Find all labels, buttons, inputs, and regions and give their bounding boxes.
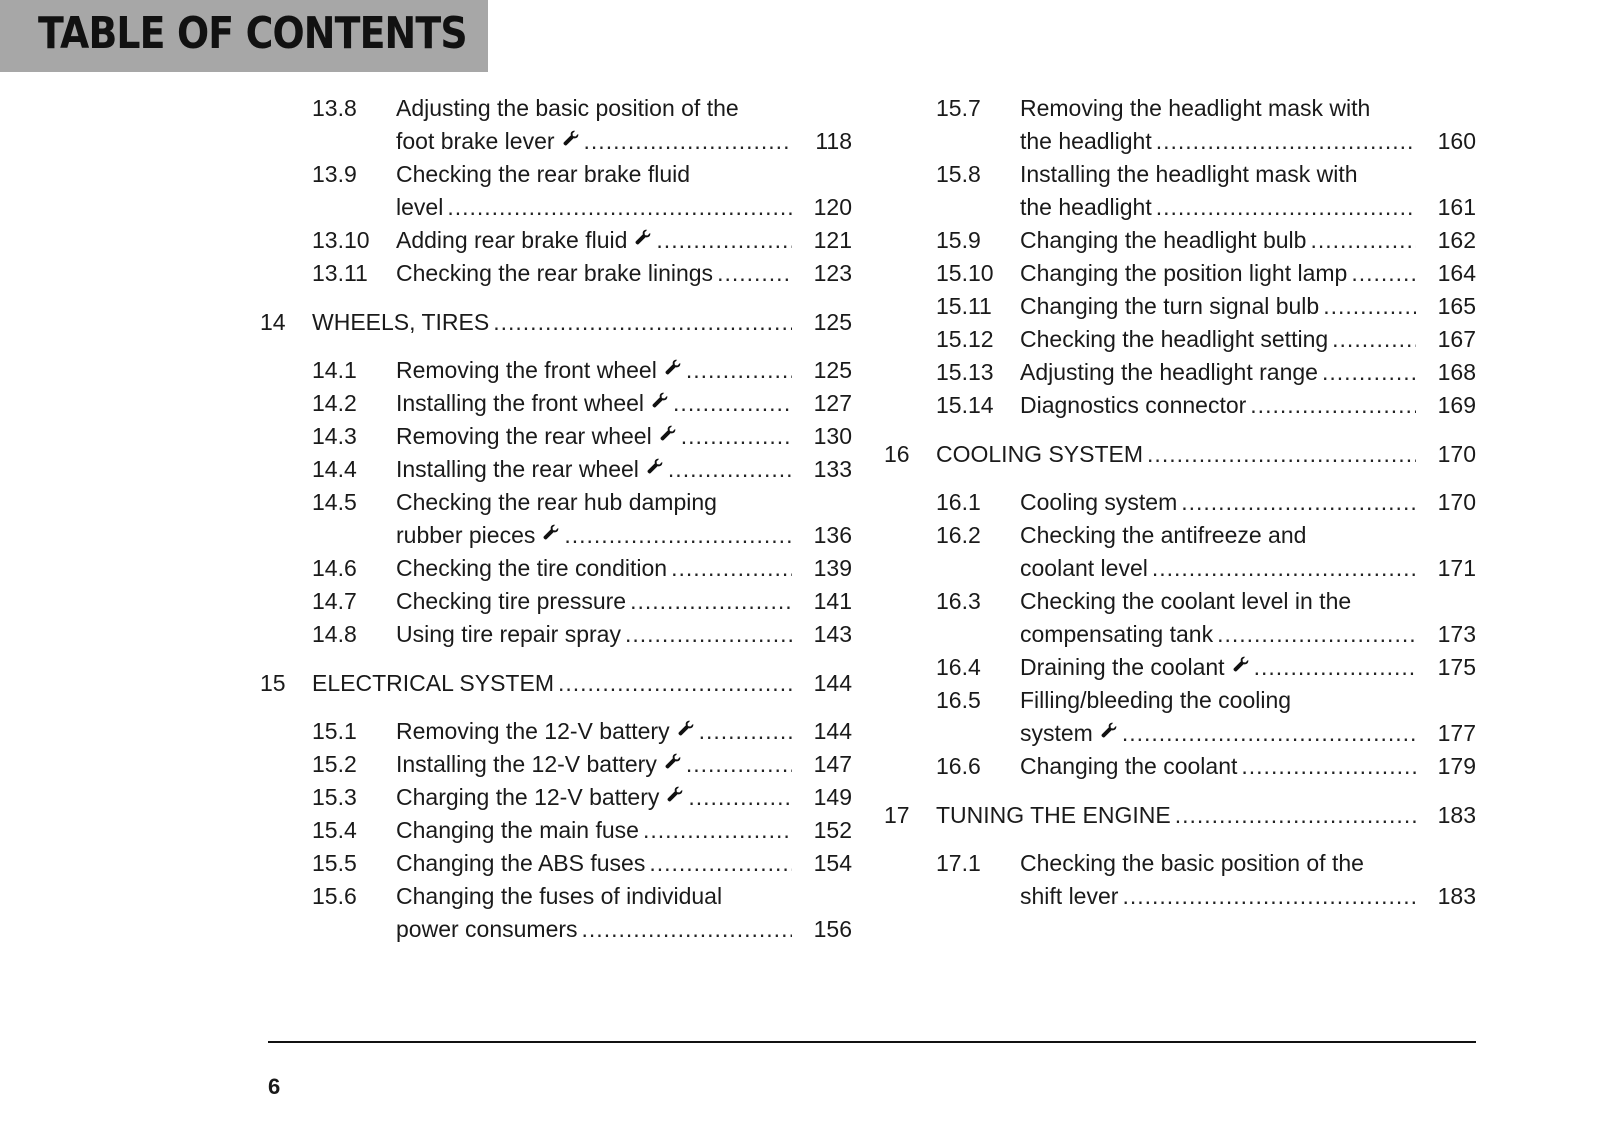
entry-body xyxy=(396,552,852,585)
toc-entry-14-5[interactable] xyxy=(260,486,852,552)
entry-title-text: system xyxy=(1020,720,1093,746)
page-ref: 127 xyxy=(813,390,852,416)
entry-title-text: Installing the front wheel xyxy=(396,390,645,416)
entry-line xyxy=(396,913,852,946)
entry-title-text: level xyxy=(396,194,444,220)
chapter-number: 15 xyxy=(260,670,286,696)
entry-line xyxy=(396,847,852,880)
entry-number: 14.7 xyxy=(312,588,357,614)
entry-body xyxy=(396,748,852,781)
entry-body xyxy=(396,880,852,946)
dot-leader xyxy=(1323,290,1416,323)
entry-line xyxy=(1020,356,1476,389)
entry-title-text: Diagnostics connector xyxy=(1020,392,1247,418)
page-ref: 143 xyxy=(813,621,852,647)
entry-number: 13.10 xyxy=(312,227,370,253)
toc-chapter-15[interactable] xyxy=(260,667,852,699)
dot-leader xyxy=(1122,717,1416,750)
toc-chapter-17[interactable] xyxy=(884,799,1476,831)
page-ref: 173 xyxy=(1437,621,1476,647)
page-ref: 160 xyxy=(1437,128,1476,154)
entry-body xyxy=(1020,356,1476,389)
dot-leader xyxy=(686,354,792,387)
entry-body xyxy=(1020,158,1476,224)
dot-leader xyxy=(447,191,792,224)
entry-body xyxy=(396,715,852,748)
entry-number: 15.10 xyxy=(936,260,994,286)
entry-line xyxy=(396,781,852,814)
toc-entry-15-10[interactable] xyxy=(884,257,1476,290)
entry-line xyxy=(396,387,852,420)
entry-body xyxy=(396,585,852,618)
entry-body xyxy=(1020,847,1476,913)
dot-leader xyxy=(1351,257,1416,290)
entry-number: 14.6 xyxy=(312,555,357,581)
dot-leader xyxy=(1332,323,1416,356)
page-number: 6 xyxy=(268,1074,281,1099)
dot-leader xyxy=(656,224,792,257)
entry-line xyxy=(396,748,852,781)
dot-leader xyxy=(1122,880,1416,913)
page-ref: 177 xyxy=(1437,720,1476,746)
chapter-title: COOLING SYSTEM xyxy=(936,441,1144,467)
entry-title-text: Checking the coolant level in the xyxy=(1020,588,1352,614)
wrench-icon xyxy=(664,354,682,376)
entry-body xyxy=(396,814,852,847)
entry-title-text: the headlight xyxy=(1020,128,1152,154)
entry-body xyxy=(396,92,852,158)
entry-line xyxy=(1020,323,1476,356)
wrench-icon xyxy=(1232,651,1250,673)
dot-leader xyxy=(671,552,792,585)
entry-number: 16.3 xyxy=(936,588,981,614)
entry-body xyxy=(396,158,852,224)
toc-entry-15-1[interactable] xyxy=(260,715,852,748)
chapter-number: 14 xyxy=(260,309,286,335)
entry-title-text: Checking the antifreeze and xyxy=(1020,522,1307,548)
chapter-title-line xyxy=(936,799,1476,831)
entry-line xyxy=(1020,618,1476,651)
entry-number: 15.8 xyxy=(936,161,981,187)
entry-line xyxy=(1020,585,1476,618)
dot-leader xyxy=(643,814,792,847)
page-ref: 125 xyxy=(813,357,852,383)
dot-leader xyxy=(1152,552,1416,585)
toc-entry-15-9[interactable] xyxy=(884,224,1476,257)
toc-entry-14-2[interactable] xyxy=(260,387,852,420)
chapter-title-line xyxy=(936,438,1476,470)
entry-line xyxy=(1020,224,1476,257)
entry-body xyxy=(396,453,852,486)
toc-entry-15-12[interactable] xyxy=(884,323,1476,356)
dot-leader xyxy=(1217,618,1416,651)
entry-number: 15.11 xyxy=(936,293,992,319)
entry-number: 15.3 xyxy=(312,784,357,810)
wrench-icon xyxy=(562,125,580,147)
toc-entry-14-7[interactable] xyxy=(260,585,852,618)
entry-title-text: rubber pieces xyxy=(396,522,536,548)
entry-body xyxy=(1020,651,1476,684)
entry-line xyxy=(396,618,852,651)
entry-number: 13.11 xyxy=(312,260,368,286)
page-ref: 164 xyxy=(1437,260,1476,286)
entry-title-text: Removing the rear wheel xyxy=(396,423,652,449)
toc-entry-15-3[interactable] xyxy=(260,781,852,814)
page-ref: 139 xyxy=(813,555,852,581)
entry-body xyxy=(396,486,852,552)
entry-line xyxy=(396,92,852,125)
toc-entry-16-2[interactable] xyxy=(884,519,1476,585)
entry-title-text: Changing the fuses of individual xyxy=(396,883,723,909)
entry-title-text: Checking the rear brake linings xyxy=(396,260,714,286)
entry-title-text: Installing the rear wheel xyxy=(396,456,639,482)
toc-chapter-16[interactable] xyxy=(884,438,1476,470)
toc-entry-16-3[interactable] xyxy=(884,585,1476,651)
toc-column-left xyxy=(260,92,852,946)
page-ref: 121 xyxy=(813,227,852,253)
wrench-icon xyxy=(651,387,669,409)
wrench-icon xyxy=(634,224,652,246)
entry-number: 17.1 xyxy=(936,850,981,876)
toc-column-right xyxy=(884,92,1476,913)
wrench-icon xyxy=(659,420,677,442)
entry-title-text: Filling/bleeding the cooling xyxy=(1020,687,1292,713)
toc-entry-14-4[interactable] xyxy=(260,453,852,486)
dot-leader xyxy=(1181,486,1416,519)
dot-leader xyxy=(717,257,792,290)
entry-line xyxy=(1020,486,1476,519)
entry-title-text: Changing the main fuse xyxy=(396,817,639,843)
page-ref: 136 xyxy=(813,522,852,548)
entry-number: 15.6 xyxy=(312,883,357,909)
entry-title-text: Checking the headlight setting xyxy=(1020,326,1329,352)
page-ref: 183 xyxy=(1437,883,1476,909)
entry-line xyxy=(1020,651,1476,684)
entry-body xyxy=(396,224,852,257)
toc-entry-13-10[interactable] xyxy=(260,224,852,257)
dot-leader xyxy=(630,585,792,618)
page-ref: 170 xyxy=(1437,489,1476,515)
entry-body xyxy=(396,354,852,387)
dot-leader xyxy=(649,847,792,880)
entry-line xyxy=(396,814,852,847)
toc-entry-16-6[interactable] xyxy=(884,750,1476,783)
entry-number: 15.4 xyxy=(312,817,357,843)
entry-line xyxy=(1020,125,1476,158)
toc-entry-15-14[interactable] xyxy=(884,389,1476,422)
page-ref: 156 xyxy=(813,916,852,942)
toc-chapter-14[interactable] xyxy=(260,306,852,338)
dot-leader xyxy=(564,519,792,552)
dot-leader xyxy=(1250,389,1416,422)
page-ref: 175 xyxy=(1437,654,1476,680)
entry-line xyxy=(1020,684,1476,717)
entry-line xyxy=(1020,552,1476,585)
page-ref: 169 xyxy=(1437,392,1476,418)
entry-title-text: Changing the position light lamp xyxy=(1020,260,1348,286)
entry-title-text: Checking the tire condition xyxy=(396,555,668,581)
page-ref: 125 xyxy=(813,309,852,335)
entry-number: 15.7 xyxy=(936,95,981,121)
page-ref: 147 xyxy=(813,751,852,777)
entry-number: 15.9 xyxy=(936,227,981,253)
dot-leader xyxy=(673,387,792,420)
page-ref: 162 xyxy=(1437,227,1476,253)
toc-entry-15-11[interactable] xyxy=(884,290,1476,323)
entry-title-text: foot brake lever xyxy=(396,128,555,154)
entry-body xyxy=(396,257,852,290)
dot-leader xyxy=(688,781,792,814)
entry-line xyxy=(396,420,852,453)
dot-leader xyxy=(493,306,792,338)
page-ref: 183 xyxy=(1437,802,1476,828)
chapter-title-line xyxy=(312,667,852,699)
entry-number: 15.2 xyxy=(312,751,357,777)
dot-leader xyxy=(582,913,792,946)
toc-entry-16-1[interactable] xyxy=(884,486,1476,519)
entry-title-text: Changing the coolant xyxy=(1020,753,1238,779)
toc-entry-15-4[interactable] xyxy=(260,814,852,847)
page-ref: 149 xyxy=(813,784,852,810)
dot-leader xyxy=(1322,356,1416,389)
page-ref: 144 xyxy=(813,718,852,744)
toc-entry-16-5[interactable] xyxy=(884,684,1476,750)
entry-title-text: Cooling system xyxy=(1020,489,1178,515)
entry-line xyxy=(396,486,852,519)
page-ref: 179 xyxy=(1437,753,1476,779)
entry-title-text: Using tire repair spray xyxy=(396,621,621,647)
toc-entry-13-11[interactable] xyxy=(260,257,852,290)
toc-entry-15-2[interactable] xyxy=(260,748,852,781)
entry-body xyxy=(1020,257,1476,290)
entry-number: 13.8 xyxy=(312,95,357,121)
entry-number: 14.4 xyxy=(312,456,357,482)
entry-line xyxy=(1020,717,1476,750)
dot-leader xyxy=(584,125,792,158)
entry-number: 16.4 xyxy=(936,654,981,680)
dot-leader xyxy=(1254,651,1416,684)
entry-title-text: Removing the headlight mask with xyxy=(1020,95,1371,121)
page-ref: 152 xyxy=(813,817,852,843)
entry-number: 15.13 xyxy=(936,359,994,385)
toc-entry-14-6[interactable] xyxy=(260,552,852,585)
page-ref: 165 xyxy=(1437,293,1476,319)
page-ref: 130 xyxy=(813,423,852,449)
entry-number: 16.6 xyxy=(936,753,981,779)
entry-number: 15.14 xyxy=(936,392,994,418)
entry-body xyxy=(1020,224,1476,257)
entry-number: 15.1 xyxy=(312,718,357,744)
entry-line xyxy=(396,453,852,486)
entry-number: 16.1 xyxy=(936,489,981,515)
entry-line xyxy=(1020,389,1476,422)
entry-body xyxy=(396,847,852,880)
page-ref: 161 xyxy=(1437,194,1476,220)
wrench-icon xyxy=(666,781,684,803)
entry-line xyxy=(1020,257,1476,290)
entry-number: 14.2 xyxy=(312,390,357,416)
dot-leader xyxy=(1310,224,1416,257)
dot-leader xyxy=(1156,125,1416,158)
page-ref: 120 xyxy=(813,194,852,220)
entry-title-text: coolant level xyxy=(1020,555,1148,581)
entry-title-text: Installing the 12-V battery xyxy=(396,751,657,777)
toc-entry-13-9[interactable] xyxy=(260,158,852,224)
entry-number: 16.5 xyxy=(936,687,981,713)
page-ref: 144 xyxy=(813,670,852,696)
entry-body xyxy=(1020,519,1476,585)
entry-number: 15.5 xyxy=(312,850,357,876)
page-ref: 118 xyxy=(815,128,852,154)
entry-number: 13.9 xyxy=(312,161,357,187)
page-ref: 170 xyxy=(1437,441,1476,467)
dot-leader xyxy=(699,715,792,748)
wrench-icon xyxy=(1100,717,1118,739)
wrench-icon xyxy=(677,715,695,737)
entry-title-text: Adjusting the basic position of the xyxy=(396,95,739,121)
dot-leader xyxy=(1156,191,1416,224)
entry-line xyxy=(396,552,852,585)
toc-entry-15-7[interactable] xyxy=(884,92,1476,158)
entry-line xyxy=(1020,519,1476,552)
chapter-title: WHEELS, TIRES xyxy=(312,309,490,335)
entry-line xyxy=(396,354,852,387)
entry-line xyxy=(396,257,852,290)
dot-leader xyxy=(668,453,792,486)
toc-entry-14-8[interactable] xyxy=(260,618,852,651)
entry-title-text: Changing the ABS fuses xyxy=(396,850,646,876)
chapter-title-line xyxy=(312,306,852,338)
entry-title-text: Adding rear brake fluid xyxy=(396,227,628,253)
entry-number: 14.5 xyxy=(312,489,357,515)
wrench-icon xyxy=(646,453,664,475)
toc-entry-15-13[interactable] xyxy=(884,356,1476,389)
entry-line xyxy=(1020,191,1476,224)
chapter-number: 17 xyxy=(884,802,910,828)
page-ref: 167 xyxy=(1437,326,1476,352)
chapter-number: 16 xyxy=(884,441,910,467)
entry-number: 16.2 xyxy=(936,522,981,548)
dot-leader xyxy=(681,420,792,453)
entry-line xyxy=(396,880,852,913)
entry-title-text: Charging the 12-V battery xyxy=(396,784,660,810)
entry-title-text: Checking the basic position of the xyxy=(1020,850,1364,876)
entry-body xyxy=(1020,486,1476,519)
page-ref: 133 xyxy=(813,456,852,482)
entry-line xyxy=(1020,750,1476,783)
page-title: TABLE OF CONTENTS xyxy=(38,8,467,59)
page-ref: 154 xyxy=(813,850,852,876)
dot-leader xyxy=(1147,438,1416,470)
toc-entry-15-6[interactable] xyxy=(260,880,852,946)
entry-number: 14.8 xyxy=(312,621,357,647)
wrench-icon xyxy=(664,748,682,770)
entry-line xyxy=(1020,847,1476,880)
entry-body xyxy=(1020,585,1476,651)
entry-title-text: Checking tire pressure xyxy=(396,588,627,614)
entry-line xyxy=(1020,92,1476,125)
entry-line xyxy=(1020,880,1476,913)
entry-number: 15.12 xyxy=(936,326,994,352)
entry-number: 14.3 xyxy=(312,423,357,449)
entry-line xyxy=(396,715,852,748)
dot-leader xyxy=(1241,750,1416,783)
entry-title-text: Installing the headlight mask with xyxy=(1020,161,1358,187)
toc-entry-15-8[interactable] xyxy=(884,158,1476,224)
toc-entry-17-1[interactable] xyxy=(884,847,1476,913)
entry-body xyxy=(1020,290,1476,323)
entry-title-text: Checking the rear brake fluid xyxy=(396,161,691,187)
page-ref: 123 xyxy=(813,260,852,286)
entry-title-text: Checking the rear hub damping xyxy=(396,489,717,515)
entry-title-text: Changing the turn signal bulb xyxy=(1020,293,1320,319)
toc-entry-14-1[interactable] xyxy=(260,354,852,387)
entry-line xyxy=(1020,158,1476,191)
wrench-icon xyxy=(542,519,560,541)
entry-title-text: Draining the coolant xyxy=(1020,654,1225,680)
entry-title-text: shift lever xyxy=(1020,883,1119,909)
dot-leader xyxy=(1175,799,1416,831)
entry-line xyxy=(396,519,852,552)
entry-body xyxy=(1020,323,1476,356)
entry-body xyxy=(396,387,852,420)
dot-leader xyxy=(558,667,792,699)
entry-title-text: power consumers xyxy=(396,916,578,942)
entry-line xyxy=(396,125,852,158)
entry-line xyxy=(396,585,852,618)
entry-line xyxy=(396,158,852,191)
toc-entry-13-8[interactable] xyxy=(260,92,852,158)
entry-line xyxy=(396,191,852,224)
entry-title-text: Removing the front wheel xyxy=(396,357,657,383)
entry-body xyxy=(1020,684,1476,750)
header-bar xyxy=(0,0,488,72)
entry-line xyxy=(1020,290,1476,323)
toc-entry-15-5[interactable] xyxy=(260,847,852,880)
entry-body xyxy=(396,420,852,453)
entry-title-text: the headlight xyxy=(1020,194,1152,220)
entry-title-text: Adjusting the headlight range xyxy=(1020,359,1318,385)
dot-leader xyxy=(686,748,792,781)
entry-body xyxy=(1020,389,1476,422)
entry-title-text: compensating tank xyxy=(1020,621,1214,647)
page-ref: 168 xyxy=(1437,359,1476,385)
page-ref: 171 xyxy=(1437,555,1476,581)
entry-title-text: Changing the headlight bulb xyxy=(1020,227,1307,253)
chapter-title: ELECTRICAL SYSTEM xyxy=(312,670,554,696)
entry-number: 14.1 xyxy=(312,357,357,383)
entry-body xyxy=(1020,750,1476,783)
entry-title-text: Removing the 12-V battery xyxy=(396,718,670,744)
page-ref: 141 xyxy=(813,588,852,614)
dot-leader xyxy=(625,618,792,651)
footer-divider xyxy=(268,1041,1476,1043)
entry-body xyxy=(1020,92,1476,158)
chapter-title: TUNING THE ENGINE xyxy=(936,802,1171,828)
toc-entry-14-3[interactable] xyxy=(260,420,852,453)
entry-body xyxy=(396,618,852,651)
toc-entry-16-4[interactable] xyxy=(884,651,1476,684)
entry-body xyxy=(396,781,852,814)
entry-line xyxy=(396,224,852,257)
